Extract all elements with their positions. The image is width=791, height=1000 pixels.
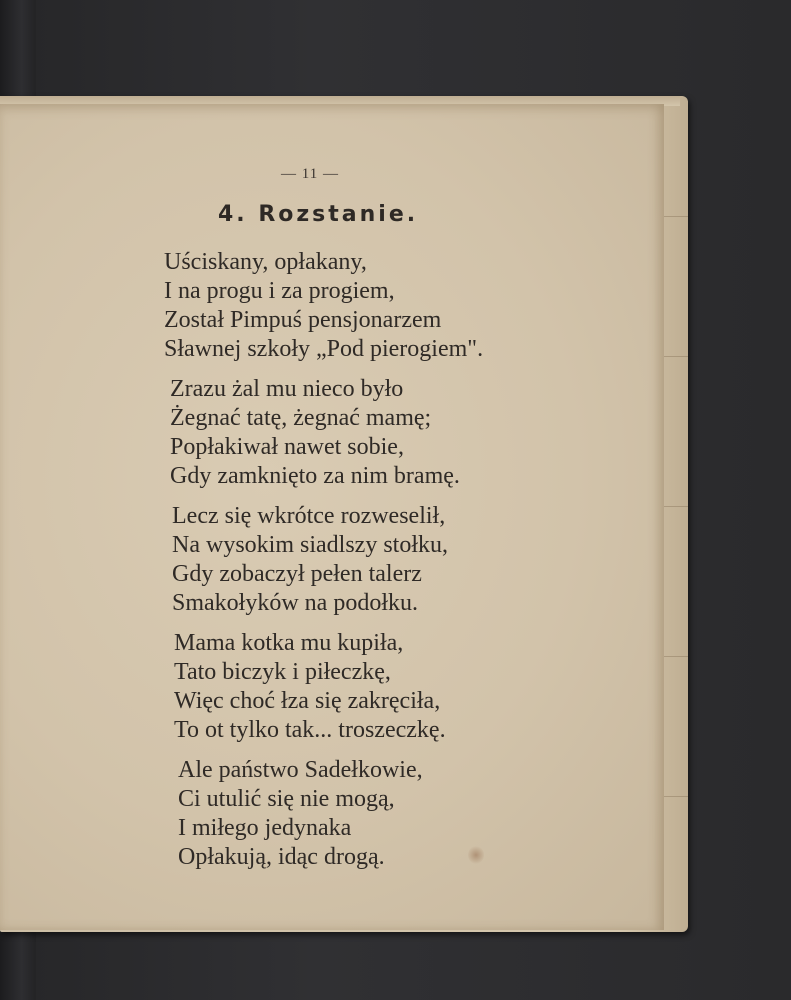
poem-line: To ot tylko tak... troszeczkę.	[174, 717, 446, 743]
poem-line: Tato biczyk i piłeczkę,	[174, 659, 391, 685]
poem-line: Mama kotka mu kupiła,	[174, 630, 404, 656]
poem-title: 4. Rozstanie.	[218, 202, 419, 227]
poem-line: Żegnać tatę, żegnać mamę;	[170, 405, 432, 431]
stanza-3	[172, 502, 604, 618]
paper-stain	[468, 846, 484, 864]
poem-line: Popłakiwał nawet sobie,	[170, 434, 404, 460]
poem-line: Gdy zobaczył pełen talerz	[172, 561, 422, 587]
poem-body	[164, 248, 604, 883]
poem-line: Więc choć łza się zakręciła,	[174, 688, 441, 714]
poem-line: Opłakują, idąc drogą.	[178, 844, 385, 870]
poem-line: Ale państwo Sadełkowie,	[178, 757, 423, 783]
stanza-2	[170, 375, 604, 491]
stanza-4	[174, 629, 604, 745]
stanza-5	[178, 756, 604, 872]
poem-line: I na progu i za progiem,	[164, 278, 395, 304]
stanza-1	[164, 248, 604, 364]
poem-line: I miłego jedynaka	[178, 815, 352, 841]
page-number: — 11 —	[281, 166, 339, 182]
poem-line: Lecz się wkrótce rozweselił,	[172, 503, 446, 529]
poem-line: Ci utulić się nie mogą,	[178, 786, 395, 812]
poem-line: Smakołyków na podołku.	[172, 590, 418, 616]
poem-line: Na wysokim siadlszy stołku,	[172, 532, 448, 558]
poem-line: Uściskany, opłakany,	[164, 249, 367, 275]
poem-line: Sławnej szkoły „Pod pierogiem".	[164, 336, 484, 362]
poem-line: Gdy zamknięto za nim bramę.	[170, 463, 460, 489]
poem-line: Został Pimpuś pensjonarzem	[164, 307, 442, 333]
poem-line: Zrazu żal mu nieco było	[170, 376, 404, 402]
